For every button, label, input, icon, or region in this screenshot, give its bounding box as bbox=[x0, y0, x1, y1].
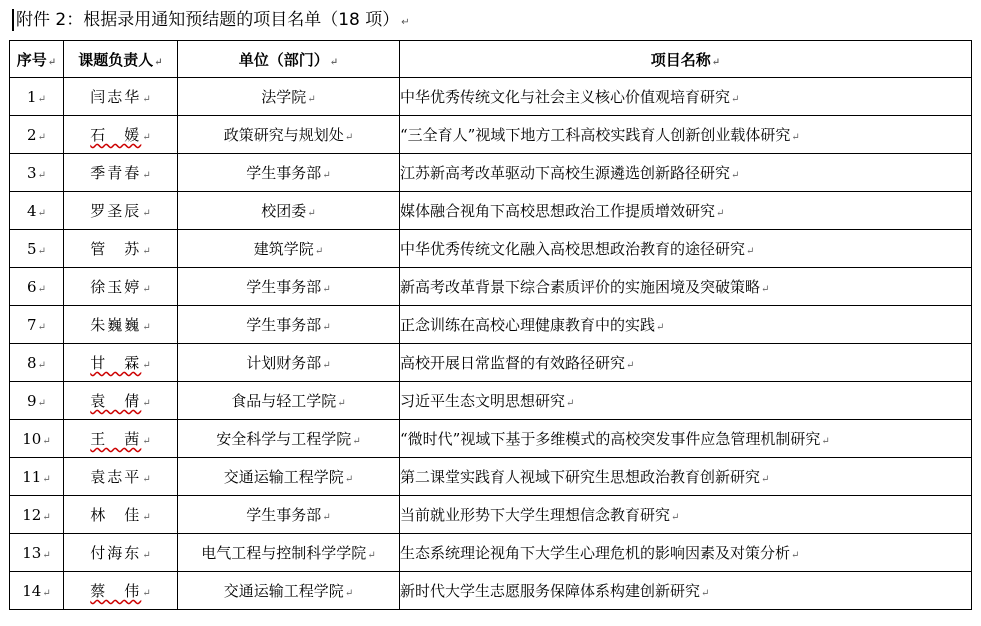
cell-mark-icon: ↵ bbox=[142, 322, 151, 333]
leader-name: 朱巍巍 bbox=[90, 316, 142, 334]
cell-mark-icon: ↵ bbox=[37, 245, 46, 257]
department-cell bbox=[178, 534, 400, 572]
department-cell bbox=[178, 268, 400, 306]
cell-mark-icon: ↵ bbox=[791, 132, 800, 143]
table-row bbox=[10, 420, 972, 458]
row-number: 11 bbox=[22, 467, 42, 486]
cell-mark-icon: ↵ bbox=[656, 322, 665, 333]
cell-mark-icon: ↵ bbox=[322, 512, 331, 523]
cell-mark-icon: ↵ bbox=[791, 550, 800, 561]
cell-mark-icon: ↵ bbox=[329, 56, 339, 68]
leader-name-cell bbox=[64, 192, 178, 230]
department: 政策研究与规划处 bbox=[223, 126, 344, 144]
department: 交通运输工程学院 bbox=[223, 468, 344, 486]
cell-mark-icon: ↵ bbox=[37, 321, 46, 333]
cell-mark-icon: ↵ bbox=[142, 588, 151, 599]
leader-name-cell bbox=[64, 230, 178, 268]
leader-name-cell bbox=[64, 534, 178, 572]
leader-name: 蔡 伟 bbox=[90, 582, 142, 600]
row-number: 1 bbox=[27, 87, 37, 106]
row-number: 12 bbox=[22, 505, 42, 524]
department-cell bbox=[178, 306, 400, 344]
leader-name-cell bbox=[64, 344, 178, 382]
cell-mark-icon: ↵ bbox=[746, 246, 755, 257]
project-title: 新高考改革背景下综合素质评价的实施困境及突破策略 bbox=[400, 278, 761, 296]
cell-mark-icon: ↵ bbox=[37, 93, 46, 105]
cell-mark-icon: ↵ bbox=[142, 170, 151, 181]
cell-mark-icon: ↵ bbox=[42, 587, 51, 599]
project-title-cell bbox=[400, 116, 972, 154]
department: 安全科学与工程学院 bbox=[216, 430, 352, 448]
project-title: 媒体融合视角下高校思想政治工作提质增效研究 bbox=[400, 202, 716, 220]
row-number-cell bbox=[10, 420, 64, 458]
header-leader-label: 课题负责人 bbox=[78, 50, 154, 69]
leader-name-cell bbox=[64, 154, 178, 192]
department: 计划财务部 bbox=[246, 354, 322, 372]
table-row bbox=[10, 230, 972, 268]
row-number-cell bbox=[10, 382, 64, 420]
leader-name-cell bbox=[64, 420, 178, 458]
leader-name: 罗圣辰 bbox=[90, 202, 142, 220]
cell-mark-icon: ↵ bbox=[37, 207, 46, 219]
row-number: 7 bbox=[27, 315, 37, 334]
leader-name-cell bbox=[64, 268, 178, 306]
department-cell bbox=[178, 344, 400, 382]
department-cell bbox=[178, 458, 400, 496]
department-cell bbox=[178, 154, 400, 192]
leader-name-cell bbox=[64, 306, 178, 344]
text-cursor bbox=[12, 9, 14, 31]
cell-mark-icon: ↵ bbox=[42, 511, 51, 523]
cell-mark-icon: ↵ bbox=[47, 56, 57, 68]
project-title-cell bbox=[400, 78, 972, 116]
row-number-cell bbox=[10, 154, 64, 192]
table-row bbox=[10, 534, 972, 572]
leader-name-cell bbox=[64, 78, 178, 116]
cell-mark-icon: ↵ bbox=[142, 436, 151, 447]
cell-mark-icon: ↵ bbox=[142, 284, 151, 295]
project-title: “三全育人”视域下地方工科高校实践育人创新创业载体研究 bbox=[400, 126, 791, 144]
cell-mark-icon: ↵ bbox=[711, 56, 721, 68]
department: 学生事务部 bbox=[246, 316, 322, 334]
cell-mark-icon: ↵ bbox=[142, 94, 151, 105]
table-row bbox=[10, 344, 972, 382]
project-title: 高校开展日常监督的有效路径研究 bbox=[400, 354, 626, 372]
project-title: 习近平生态文明思想研究 bbox=[400, 392, 566, 410]
cell-mark-icon: ↵ bbox=[42, 473, 51, 485]
cell-mark-icon: ↵ bbox=[142, 132, 151, 143]
row-number: 3 bbox=[27, 163, 37, 182]
project-title-cell bbox=[400, 268, 972, 306]
cell-mark-icon: ↵ bbox=[761, 284, 770, 295]
cell-mark-icon: ↵ bbox=[314, 246, 324, 257]
leader-name: 林 佳 bbox=[90, 506, 142, 524]
department: 学生事务部 bbox=[246, 278, 322, 296]
project-title: 当前就业形势下大学生理想信念教育研究 bbox=[400, 506, 671, 524]
row-number-cell bbox=[10, 78, 64, 116]
row-number-cell bbox=[10, 230, 64, 268]
table-row bbox=[10, 382, 972, 420]
cell-mark-icon: ↵ bbox=[142, 398, 151, 409]
cell-mark-icon: ↵ bbox=[37, 397, 46, 409]
department: 法学院 bbox=[261, 88, 307, 106]
cell-mark-icon: ↵ bbox=[761, 474, 770, 485]
row-number-cell bbox=[10, 344, 64, 382]
department-cell bbox=[178, 420, 400, 458]
row-number: 14 bbox=[22, 581, 42, 600]
project-title-cell bbox=[400, 192, 972, 230]
project-title: 正念训练在高校心理健康教育中的实践 bbox=[400, 316, 656, 334]
cell-mark-icon: ↵ bbox=[352, 436, 361, 447]
leader-name-cell bbox=[64, 116, 178, 154]
row-number: 13 bbox=[22, 543, 42, 562]
cell-mark-icon: ↵ bbox=[344, 588, 354, 599]
leader-name-cell bbox=[64, 496, 178, 534]
table-row bbox=[10, 154, 972, 192]
cell-mark-icon: ↵ bbox=[344, 132, 354, 143]
project-title-cell bbox=[400, 154, 972, 192]
project-title: 中华优秀传统文化融入高校思想政治教育的途径研究 bbox=[400, 240, 746, 258]
project-list-table bbox=[9, 40, 972, 610]
row-number-cell bbox=[10, 268, 64, 306]
cell-mark-icon: ↵ bbox=[337, 398, 346, 409]
cell-mark-icon: ↵ bbox=[322, 360, 331, 371]
table-row bbox=[10, 192, 972, 230]
table-row bbox=[10, 116, 972, 154]
cell-mark-icon: ↵ bbox=[626, 360, 635, 371]
header-project-label: 项目名称 bbox=[650, 50, 711, 69]
row-number: 10 bbox=[22, 429, 42, 448]
cell-mark-icon: ↵ bbox=[307, 94, 316, 105]
department: 电气工程与控制科学学院 bbox=[201, 544, 367, 562]
row-number-cell bbox=[10, 458, 64, 496]
table-row bbox=[10, 78, 972, 116]
cell-mark-icon: ↵ bbox=[322, 284, 331, 295]
project-title-cell bbox=[400, 306, 972, 344]
department-cell bbox=[178, 496, 400, 534]
row-number-cell bbox=[10, 572, 64, 610]
project-title: “微时代”视域下基于多维模式的高校突发事件应急管理机制研究 bbox=[400, 430, 821, 448]
cell-mark-icon: ↵ bbox=[701, 588, 710, 599]
cell-mark-icon: ↵ bbox=[142, 208, 151, 219]
cell-mark-icon: ↵ bbox=[142, 550, 151, 561]
table-header-row bbox=[10, 41, 972, 78]
row-number-cell bbox=[10, 306, 64, 344]
header-project bbox=[400, 41, 972, 78]
cell-mark-icon: ↵ bbox=[42, 435, 51, 447]
cell-mark-icon: ↵ bbox=[142, 246, 151, 257]
leader-name-cell bbox=[64, 458, 178, 496]
row-number-cell bbox=[10, 496, 64, 534]
project-title-cell bbox=[400, 382, 972, 420]
department-cell bbox=[178, 192, 400, 230]
project-title-cell bbox=[400, 572, 972, 610]
cell-mark-icon: ↵ bbox=[322, 322, 331, 333]
table-row bbox=[10, 306, 972, 344]
cell-mark-icon: ↵ bbox=[37, 169, 46, 181]
department: 校团委 bbox=[261, 202, 307, 220]
department: 建筑学院 bbox=[253, 240, 314, 258]
project-title-cell bbox=[400, 534, 972, 572]
row-number-cell bbox=[10, 534, 64, 572]
cell-mark-icon: ↵ bbox=[367, 550, 376, 561]
leader-name: 石 媛 bbox=[90, 126, 142, 144]
row-number: 5 bbox=[27, 239, 37, 258]
header-leader bbox=[64, 41, 178, 78]
row-number: 4 bbox=[27, 201, 37, 220]
cell-mark-icon: ↵ bbox=[566, 398, 575, 409]
leader-name-cell bbox=[64, 382, 178, 420]
cell-mark-icon: ↵ bbox=[37, 131, 46, 143]
department: 交通运输工程学院 bbox=[223, 582, 344, 600]
table-row bbox=[10, 268, 972, 306]
row-number-cell bbox=[10, 116, 64, 154]
project-title: 新时代大学生志愿服务保障体系构建创新研究 bbox=[400, 582, 701, 600]
leader-name: 季青春 bbox=[90, 164, 142, 182]
document-title-text: 附件 2：根据录用通知预结题的项目名单（18 项） bbox=[16, 10, 400, 30]
cell-mark-icon: ↵ bbox=[142, 512, 151, 523]
cell-mark-icon: ↵ bbox=[821, 436, 830, 447]
cell-mark-icon: ↵ bbox=[731, 94, 740, 105]
header-number bbox=[10, 41, 64, 78]
cell-mark-icon: ↵ bbox=[307, 208, 316, 219]
project-title-cell bbox=[400, 496, 972, 534]
project-title-cell bbox=[400, 458, 972, 496]
row-number-cell bbox=[10, 192, 64, 230]
cell-mark-icon: ↵ bbox=[322, 170, 331, 181]
cell-mark-icon: ↵ bbox=[731, 170, 740, 181]
project-title-cell bbox=[400, 230, 972, 268]
paragraph-mark-icon: ↵ bbox=[401, 17, 410, 28]
header-number-label: 序号 bbox=[16, 50, 47, 69]
cell-mark-icon: ↵ bbox=[142, 474, 151, 485]
department-cell bbox=[178, 382, 400, 420]
department: 学生事务部 bbox=[246, 164, 322, 182]
leader-name: 管 苏 bbox=[90, 240, 142, 258]
row-number: 2 bbox=[27, 125, 37, 144]
leader-name: 甘 霖 bbox=[90, 354, 142, 372]
table-row bbox=[10, 572, 972, 610]
document-title bbox=[16, 8, 410, 35]
cell-mark-icon: ↵ bbox=[154, 56, 163, 68]
department-cell bbox=[178, 78, 400, 116]
leader-name: 付海东 bbox=[90, 544, 142, 562]
table-row bbox=[10, 458, 972, 496]
department-cell bbox=[178, 572, 400, 610]
leader-name: 徐玉婷 bbox=[90, 278, 142, 296]
department: 学生事务部 bbox=[246, 506, 322, 524]
department-cell bbox=[178, 116, 400, 154]
cell-mark-icon: ↵ bbox=[344, 474, 354, 485]
cell-mark-icon: ↵ bbox=[37, 359, 46, 371]
project-title: 中华优秀传统文化与社会主义核心价值观培育研究 bbox=[400, 88, 731, 106]
project-title: 江苏新高考改革驱动下高校生源遴选创新路径研究 bbox=[400, 164, 731, 182]
leader-name: 闫志华 bbox=[90, 88, 142, 106]
project-title: 生态系统理论视角下大学生心理危机的影响因素及对策分析 bbox=[400, 544, 791, 562]
cell-mark-icon: ↵ bbox=[42, 549, 51, 561]
cell-mark-icon: ↵ bbox=[142, 360, 151, 371]
leader-name: 袁志平 bbox=[90, 468, 142, 486]
leader-name: 袁 倩 bbox=[90, 392, 142, 410]
row-number: 6 bbox=[27, 277, 37, 296]
project-title-cell bbox=[400, 344, 972, 382]
cell-mark-icon: ↵ bbox=[37, 283, 46, 295]
project-title-cell bbox=[400, 420, 972, 458]
header-unit-label: 单位（部门） bbox=[238, 50, 329, 69]
leader-name: 王 茜 bbox=[90, 430, 142, 448]
leader-name-cell bbox=[64, 572, 178, 610]
header-unit bbox=[178, 41, 400, 78]
cell-mark-icon: ↵ bbox=[716, 208, 725, 219]
project-title: 第二课堂实践育人视域下研究生思想政治教育创新研究 bbox=[400, 468, 761, 486]
cell-mark-icon: ↵ bbox=[671, 512, 680, 523]
table-row bbox=[10, 496, 972, 534]
department: 食品与轻工学院 bbox=[231, 392, 337, 410]
row-number: 9 bbox=[27, 391, 37, 410]
row-number: 8 bbox=[27, 353, 37, 372]
department-cell bbox=[178, 230, 400, 268]
